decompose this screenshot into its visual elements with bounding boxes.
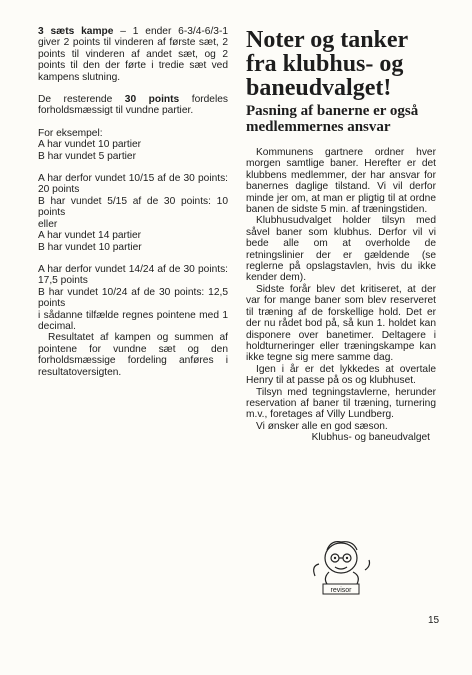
example-title: For eksempel: [38,127,103,139]
remaining-bold: 30 points [124,94,180,106]
calc2-line-a: A har derfor vundet 14/24 af de 30 points: 17,5 points [38,263,228,287]
article-body [246,147,436,444]
article-paragraph-3: Sidste forår blev det kritiseret, at der var for mange baner som blev reserveret til træning af de forskellige hold. Det er der nu rådet bod på, så kun 1. holdet kan disponere over banetimer. Deltagere i holdturneringer eller træningskampe kan ikke tegne sig mere samme dag. [246,283,436,364]
article-paragraph-5: Tilsyn med tegningstavlerne, herunder reservation af baner til træning, turnering m.v., foretages af Villy Lundberg. [246,386,436,421]
article-signature: Klubhus- og baneudvalget [311,432,430,444]
article-paragraph-6: Vi ønsker alle en god sæson. [256,420,388,432]
article-paragraph-4: Igen i år er det lykkedes at overtale Henry til at passe på os og klubhuset. [246,363,436,387]
article-subhead: Pasning af banerne er også medlemmernes ansvar [246,103,419,135]
example2-line-b: B har vundet 10 partier [38,241,142,253]
remaining-pre: De resterende [38,94,125,106]
result-paragraph: Resultatet af kampen og summen af pointene for vundne sæt og den forholdsmæssige fordeling anføres i resultatoversigten. [38,332,228,378]
cartoon-label: revisor [330,587,352,594]
left-column [38,26,228,378]
calc2-line-c: i sådanne tilfælde regnes pointene med 1 decimal. [38,309,228,332]
article-paragraph-2: Klubhusudvalget holder tilsyn med såvel baner som klubhus. Derfor vil vi bede alle om at overholde de retningslinier der er gældende (se reglerne på opslagstavlen, hvis du ikke kender dem). [246,215,436,284]
page-number: 15 [428,615,440,626]
remaining-points-paragraph [38,94,228,117]
article-paragraph-1: Kommunens gartnere ordner hver morgen samtlige baner. Herefter er det klubbens medlemmer, der har ansvar for banernes daglige tilstand. Vi vil derfor minde jer om, at man er pligtig til at ordne banen de sidste 5 min. af træningstiden. [246,147,436,216]
scoring-bold: 3 sæts kampe [38,26,114,37]
example2-line-a: A har vundet 14 partier [38,230,142,242]
scoring-text: – 1 ender 6-3/4-6/3-1 giver 2 points til vinderen af første sæt, 2 points til vinderen af andet sæt, og 2 points til den der førte i tredie sæt ved kampens slutning. [38,26,229,83]
remaining-post: fordeles forholdsmæssigt til vundne partier. [38,94,228,117]
scoring-paragraph [38,26,228,83]
right-column [246,26,436,444]
example-line-a: A har vundet 10 partier [38,139,142,151]
revisor-cartoon [305,536,375,600]
calc2-line-b: B har vundet 10/24 af de 30 points: 12,5 points [38,286,228,310]
calc-line-a: A har derfor vundet 10/15 af de 30 points: 20 points [38,173,228,196]
example-line-b: B har vundet 5 partier [38,150,136,162]
or-line: eller [38,218,58,230]
article-headline: Noter og tanker fra klubhus- og baneudvalget! [246,27,408,101]
calc-line-b: B har vundet 5/15 af de 30 points: 10 points [38,195,228,219]
